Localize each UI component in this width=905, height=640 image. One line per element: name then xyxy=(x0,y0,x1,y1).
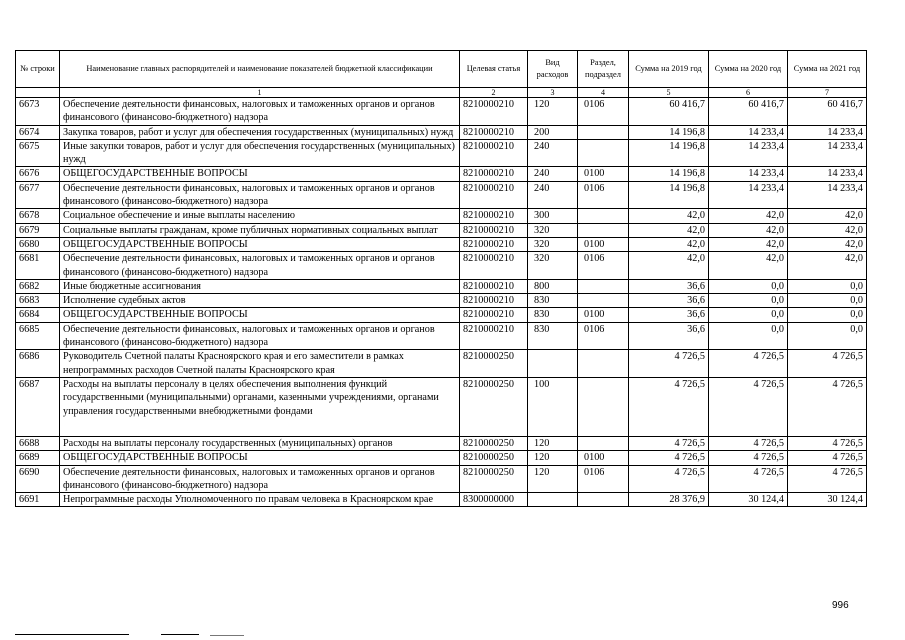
table-row xyxy=(16,237,867,251)
sum-2021-cell: 60 416,7 xyxy=(788,98,867,126)
expense-type-cell: 320 xyxy=(528,252,578,280)
expense-type-cell: 800 xyxy=(528,279,578,293)
section-cell xyxy=(578,493,629,507)
sum-2019-cell: 4 726,5 xyxy=(629,377,709,436)
header-sum-2020: Сумма на 2020 год xyxy=(709,51,788,88)
section-cell: 0100 xyxy=(578,451,629,465)
section-cell xyxy=(578,294,629,308)
sum-2020-cell: 0,0 xyxy=(709,308,788,322)
row-name-cell: Непрограммные расходы Уполномоченного по правам человека в Красноярском крае xyxy=(60,493,460,507)
column-number: 4 xyxy=(578,88,629,98)
sum-2019-cell: 36,6 xyxy=(629,322,709,350)
row-number-cell: 6679 xyxy=(16,223,60,237)
sum-2021-cell: 0,0 xyxy=(788,279,867,293)
sum-2020-cell: 14 233,4 xyxy=(709,139,788,167)
row-name-cell: ОБЩЕГОСУДАРСТВЕННЫЕ ВОПРОСЫ xyxy=(60,167,460,181)
section-cell: 0106 xyxy=(578,465,629,493)
column-number-row xyxy=(16,88,867,98)
target-article-cell: 8210000210 xyxy=(460,139,528,167)
sum-2020-cell: 14 233,4 xyxy=(709,125,788,139)
row-number-cell: 6686 xyxy=(16,350,60,378)
sum-2019-cell: 14 196,8 xyxy=(629,139,709,167)
table-row xyxy=(16,493,867,507)
sum-2021-cell: 14 233,4 xyxy=(788,125,867,139)
section-cell xyxy=(578,436,629,450)
row-name-cell: Обеспечение деятельности финансовых, налоговых и таможенных органов и органов финансового (финансово-бюджетного) надзора xyxy=(60,322,460,350)
sum-2020-cell: 30 124,4 xyxy=(709,493,788,507)
sum-2020-cell: 42,0 xyxy=(709,223,788,237)
row-name-cell: ОБЩЕГОСУДАРСТВЕННЫЕ ВОПРОСЫ xyxy=(60,451,460,465)
sum-2021-cell: 0,0 xyxy=(788,308,867,322)
row-number-cell: 6682 xyxy=(16,279,60,293)
expense-type-cell: 300 xyxy=(528,209,578,223)
column-number: 2 xyxy=(460,88,528,98)
section-cell: 0100 xyxy=(578,308,629,322)
table-row xyxy=(16,181,867,209)
row-number-cell: 6675 xyxy=(16,139,60,167)
expense-type-cell: 120 xyxy=(528,98,578,126)
sum-2021-cell: 14 233,4 xyxy=(788,167,867,181)
column-number: 5 xyxy=(629,88,709,98)
sum-2021-cell: 42,0 xyxy=(788,237,867,251)
section-cell xyxy=(578,223,629,237)
column-number xyxy=(16,88,60,98)
row-name-cell: Иные закупки товаров, работ и услуг для обеспечения государственных (муниципальных) нужд xyxy=(60,139,460,167)
table-row xyxy=(16,350,867,378)
row-name-cell: Закупка товаров, работ и услуг для обеспечения государственных (муниципальных) нужд xyxy=(60,125,460,139)
expense-type-cell: 240 xyxy=(528,181,578,209)
sum-2021-cell: 4 726,5 xyxy=(788,377,867,436)
sum-2021-cell: 4 726,5 xyxy=(788,451,867,465)
target-article-cell: 8210000210 xyxy=(460,167,528,181)
target-article-cell: 8210000210 xyxy=(460,308,528,322)
table-row xyxy=(16,451,867,465)
row-name-cell: ОБЩЕГОСУДАРСТВЕННЫЕ ВОПРОСЫ xyxy=(60,237,460,251)
sum-2019-cell: 4 726,5 xyxy=(629,350,709,378)
sum-2019-cell: 60 416,7 xyxy=(629,98,709,126)
table-header-row xyxy=(16,51,867,88)
row-number-cell: 6677 xyxy=(16,181,60,209)
expense-type-cell xyxy=(528,350,578,378)
section-cell: 0106 xyxy=(578,98,629,126)
row-name-cell: Обеспечение деятельности финансовых, налоговых и таможенных органов и органов финансового (финансово-бюджетного) надзора xyxy=(60,465,460,493)
target-article-cell: 8210000210 xyxy=(460,125,528,139)
row-name-cell: Иные бюджетные ассигнования xyxy=(60,279,460,293)
expense-type-cell: 240 xyxy=(528,139,578,167)
sum-2021-cell: 0,0 xyxy=(788,322,867,350)
section-cell: 0100 xyxy=(578,167,629,181)
row-name-cell: Социальное обеспечение и иные выплаты населению xyxy=(60,209,460,223)
row-number-cell: 6685 xyxy=(16,322,60,350)
sum-2020-cell: 0,0 xyxy=(709,279,788,293)
row-number-cell: 6674 xyxy=(16,125,60,139)
sum-2021-cell: 42,0 xyxy=(788,223,867,237)
section-cell xyxy=(578,209,629,223)
sum-2021-cell: 30 124,4 xyxy=(788,493,867,507)
column-number: 3 xyxy=(528,88,578,98)
section-cell: 0100 xyxy=(578,237,629,251)
header-sum-2019: Сумма на 2019 год xyxy=(629,51,709,88)
sum-2019-cell: 36,6 xyxy=(629,308,709,322)
sum-2020-cell: 4 726,5 xyxy=(709,436,788,450)
row-number-cell: 6684 xyxy=(16,308,60,322)
table-row xyxy=(16,308,867,322)
expense-type-cell: 240 xyxy=(528,167,578,181)
target-article-cell: 8210000250 xyxy=(460,465,528,493)
expense-type-cell: 320 xyxy=(528,237,578,251)
sum-2019-cell: 4 726,5 xyxy=(629,451,709,465)
budget-table-sheet xyxy=(15,50,866,507)
target-article-cell: 8210000210 xyxy=(460,279,528,293)
sum-2020-cell: 0,0 xyxy=(709,322,788,350)
sum-2019-cell: 14 196,8 xyxy=(629,167,709,181)
row-name-cell: Руководитель Счетной палаты Красноярского края и его заместители в рамках непрограммных расходов Счетной палаты Красноярского края xyxy=(60,350,460,378)
target-article-cell: 8210000210 xyxy=(460,237,528,251)
footer-rule xyxy=(210,635,244,636)
header-expense-type: Вид расходов xyxy=(528,51,578,88)
row-number-cell: 6688 xyxy=(16,436,60,450)
target-article-cell: 8210000210 xyxy=(460,322,528,350)
section-cell xyxy=(578,279,629,293)
target-article-cell: 8210000250 xyxy=(460,377,528,436)
row-number-cell: 6691 xyxy=(16,493,60,507)
table-row xyxy=(16,167,867,181)
expense-type-cell: 120 xyxy=(528,465,578,493)
sum-2019-cell: 14 196,8 xyxy=(629,125,709,139)
sum-2019-cell: 42,0 xyxy=(629,237,709,251)
sum-2021-cell: 4 726,5 xyxy=(788,350,867,378)
table-row xyxy=(16,252,867,280)
section-cell xyxy=(578,377,629,436)
sum-2020-cell: 42,0 xyxy=(709,209,788,223)
sum-2021-cell: 14 233,4 xyxy=(788,139,867,167)
header-section: Раздел, подраздел xyxy=(578,51,629,88)
row-number-cell: 6687 xyxy=(16,377,60,436)
sum-2021-cell: 0,0 xyxy=(788,294,867,308)
table-row xyxy=(16,125,867,139)
row-number-cell: 6680 xyxy=(16,237,60,251)
target-article-cell: 8210000250 xyxy=(460,451,528,465)
sum-2019-cell: 28 376,9 xyxy=(629,493,709,507)
table-row xyxy=(16,465,867,493)
row-name-cell: Расходы на выплаты персоналу государственных (муниципальных) органов xyxy=(60,436,460,450)
target-article-cell: 8210000210 xyxy=(460,98,528,126)
expense-type-cell: 320 xyxy=(528,223,578,237)
target-article-cell: 8210000210 xyxy=(460,294,528,308)
section-cell: 0106 xyxy=(578,181,629,209)
column-number: 1 xyxy=(60,88,460,98)
sum-2020-cell: 42,0 xyxy=(709,252,788,280)
row-name-cell: Обеспечение деятельности финансовых, налоговых и таможенных органов и органов финансового (финансово-бюджетного) надзора xyxy=(60,98,460,126)
table-row xyxy=(16,209,867,223)
section-cell xyxy=(578,139,629,167)
sum-2020-cell: 14 233,4 xyxy=(709,181,788,209)
sum-2021-cell: 42,0 xyxy=(788,209,867,223)
target-article-cell: 8210000250 xyxy=(460,436,528,450)
table-row xyxy=(16,377,867,436)
table-row xyxy=(16,139,867,167)
sum-2019-cell: 14 196,8 xyxy=(629,181,709,209)
expense-type-cell: 120 xyxy=(528,436,578,450)
sum-2019-cell: 42,0 xyxy=(629,252,709,280)
expense-type-cell: 200 xyxy=(528,125,578,139)
row-number-cell: 6689 xyxy=(16,451,60,465)
header-name: Наименование главных распорядителей и наименование показателей бюджетной классификации xyxy=(60,51,460,88)
expense-type-cell: 830 xyxy=(528,322,578,350)
sum-2020-cell: 4 726,5 xyxy=(709,350,788,378)
target-article-cell: 8210000210 xyxy=(460,209,528,223)
footer-rule xyxy=(15,634,129,635)
sum-2020-cell: 4 726,5 xyxy=(709,465,788,493)
sum-2020-cell: 14 233,4 xyxy=(709,167,788,181)
sum-2019-cell: 4 726,5 xyxy=(629,465,709,493)
sum-2020-cell: 42,0 xyxy=(709,237,788,251)
row-name-cell: Социальные выплаты гражданам, кроме публичных нормативных социальных выплат xyxy=(60,223,460,237)
row-name-cell: Обеспечение деятельности финансовых, налоговых и таможенных органов и органов финансового (финансово-бюджетного) надзора xyxy=(60,181,460,209)
expense-type-cell xyxy=(528,493,578,507)
target-article-cell: 8210000210 xyxy=(460,252,528,280)
sum-2019-cell: 4 726,5 xyxy=(629,436,709,450)
table-row xyxy=(16,436,867,450)
section-cell xyxy=(578,125,629,139)
sum-2021-cell: 4 726,5 xyxy=(788,436,867,450)
expense-type-cell: 100 xyxy=(528,377,578,436)
section-cell: 0106 xyxy=(578,322,629,350)
sum-2020-cell: 4 726,5 xyxy=(709,451,788,465)
sum-2019-cell: 36,6 xyxy=(629,279,709,293)
target-article-cell: 8300000000 xyxy=(460,493,528,507)
row-number-cell: 6673 xyxy=(16,98,60,126)
section-cell: 0106 xyxy=(578,252,629,280)
sum-2020-cell: 60 416,7 xyxy=(709,98,788,126)
sum-2021-cell: 14 233,4 xyxy=(788,181,867,209)
target-article-cell: 8210000210 xyxy=(460,181,528,209)
row-name-cell: Расходы на выплаты персоналу в целях обеспечения выполнения функций государственными (муниципальными) органами, казенными учреждениями, органами управления государственными внебюджетными фондами xyxy=(60,377,460,436)
budget-table xyxy=(15,50,867,507)
row-number-cell: 6683 xyxy=(16,294,60,308)
row-number-cell: 6676 xyxy=(16,167,60,181)
target-article-cell: 8210000250 xyxy=(460,350,528,378)
table-row xyxy=(16,322,867,350)
row-number-cell: 6678 xyxy=(16,209,60,223)
row-name-cell: ОБЩЕГОСУДАРСТВЕННЫЕ ВОПРОСЫ xyxy=(60,308,460,322)
sum-2020-cell: 0,0 xyxy=(709,294,788,308)
column-number: 7 xyxy=(788,88,867,98)
expense-type-cell: 830 xyxy=(528,308,578,322)
target-article-cell: 8210000210 xyxy=(460,223,528,237)
table-row xyxy=(16,223,867,237)
sum-2021-cell: 42,0 xyxy=(788,252,867,280)
sum-2020-cell: 4 726,5 xyxy=(709,377,788,436)
sum-2019-cell: 42,0 xyxy=(629,209,709,223)
sum-2019-cell: 36,6 xyxy=(629,294,709,308)
row-number-cell: 6690 xyxy=(16,465,60,493)
column-number: 6 xyxy=(709,88,788,98)
footer-rule xyxy=(161,634,199,635)
expense-type-cell: 120 xyxy=(528,451,578,465)
sum-2021-cell: 4 726,5 xyxy=(788,465,867,493)
section-cell xyxy=(578,350,629,378)
page-number: 996 xyxy=(832,600,849,611)
row-name-cell: Исполнение судебных актов xyxy=(60,294,460,308)
row-number-cell: 6681 xyxy=(16,252,60,280)
expense-type-cell: 830 xyxy=(528,294,578,308)
table-row xyxy=(16,294,867,308)
header-row-number: № строки xyxy=(16,51,60,88)
table-row xyxy=(16,98,867,126)
table-row xyxy=(16,279,867,293)
header-sum-2021: Сумма на 2021 год xyxy=(788,51,867,88)
sum-2019-cell: 42,0 xyxy=(629,223,709,237)
row-name-cell: Обеспечение деятельности финансовых, налоговых и таможенных органов и органов финансового (финансово-бюджетного) надзора xyxy=(60,252,460,280)
header-target-article: Целевая статья xyxy=(460,51,528,88)
